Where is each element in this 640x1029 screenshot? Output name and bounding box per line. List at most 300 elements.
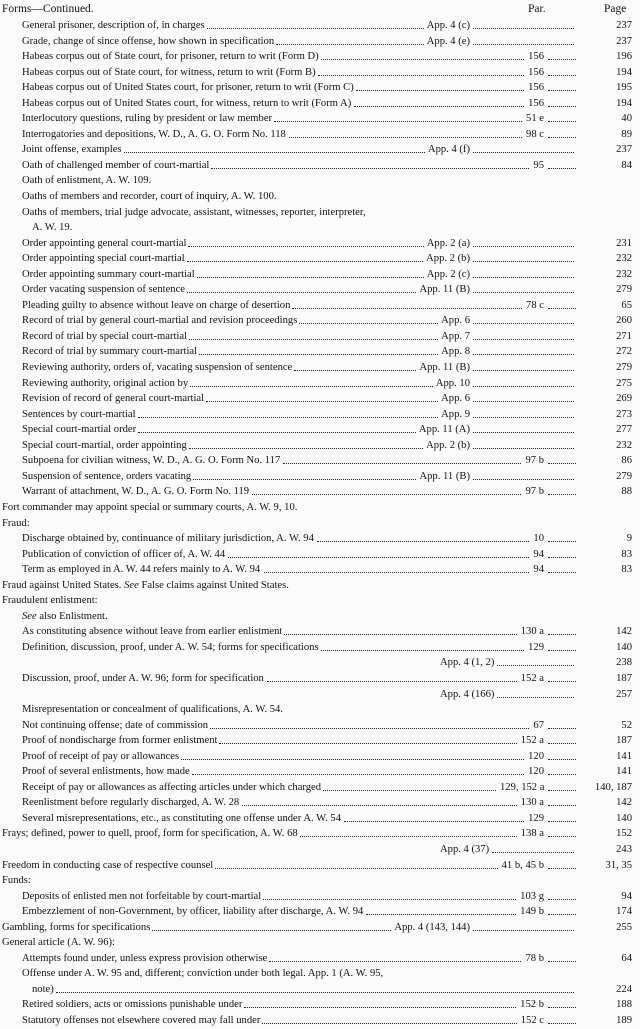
index-entry <box>0 376 640 392</box>
entry-text: Retired soldiers, acts or omissions punishable under <box>22 999 243 1011</box>
index-entry <box>0 547 640 563</box>
entry-text: Attempts found under, unless express provision otherwise <box>22 952 268 964</box>
dot-leader <box>548 121 576 122</box>
dot-leader <box>548 650 576 651</box>
index-entry <box>0 18 640 34</box>
entry-text: Deposits of enlisted men not forfeitable by court-martial <box>22 890 262 902</box>
dot-leader <box>473 930 574 931</box>
index-entry <box>0 982 640 998</box>
page-ref: 187 <box>616 672 632 684</box>
paragraph-ref: 152 a <box>520 672 544 684</box>
index-entry <box>0 344 640 360</box>
entry-text: Oaths of members, trial judge advocate, assistant, witnesses, reporter, interpreter, <box>22 206 366 218</box>
dot-leader <box>473 354 574 355</box>
paragraph-ref: 129 <box>528 641 544 653</box>
dot-leader <box>548 836 576 837</box>
page-ref: 83 <box>621 548 632 560</box>
index-entry <box>0 858 640 874</box>
entry-text: Gambling, forms for specifications <box>2 921 151 933</box>
index-entry <box>0 49 640 65</box>
entry-text: Record of trial by special court-martial <box>22 330 188 342</box>
dot-leader <box>274 121 522 122</box>
index-entry <box>0 687 640 703</box>
index-entry <box>0 951 640 967</box>
entry-text: Several misrepresentations, etc., as constituting one offense under A. W. 54 <box>22 812 342 824</box>
entry-text: Habeas corpus out of United States court, for witness, return to writ (Form A) <box>22 97 352 109</box>
page-ref: 65 <box>621 299 632 311</box>
dot-leader <box>548 821 576 822</box>
dot-leader <box>548 790 576 791</box>
entry-text: General article (A. W. 96): <box>2 937 115 949</box>
dot-leader <box>207 28 424 29</box>
index-entry <box>0 453 640 469</box>
page-ref: 140 <box>616 812 632 824</box>
entry-text: Interlocutory questions, ruling by president or law member <box>22 113 273 125</box>
dot-leader <box>473 152 574 153</box>
page-ref: 277 <box>616 424 632 436</box>
entry-text: Fraud against United States. See False claims against United States. <box>2 579 289 591</box>
entry-text: Reenlistment before regularly discharged, A. W. 28 <box>22 797 240 809</box>
page-ref: 89 <box>621 128 632 140</box>
dot-leader <box>188 246 423 247</box>
page-ref: 140, 187 <box>594 781 632 793</box>
paragraph-ref: 138 a <box>520 828 544 840</box>
dot-leader <box>548 463 576 464</box>
paragraph-ref: 51 e <box>526 113 544 125</box>
dot-leader <box>138 432 416 433</box>
dot-leader <box>548 914 576 915</box>
appendix-ref: App. 11 (A) <box>418 424 470 436</box>
entry-text: Habeas corpus out of State court, for witness, return to writ (Form B) <box>22 66 316 78</box>
page-ref: 86 <box>621 455 632 467</box>
index-entry <box>0 173 640 189</box>
dot-leader <box>473 261 574 262</box>
entry-text: Subpoena for civilian witness, W. D., A. G. O. Form No. 117 <box>22 455 281 467</box>
entry-text: Receipt of pay or allowances as affecting articles under which charged <box>22 781 322 793</box>
page-ref: 189 <box>616 1015 632 1026</box>
entry-text: Revision of record of general court-martial <box>22 393 205 405</box>
entry-text: Habeas corpus out of United States court, for prisoner, return to writ (Form C) <box>22 82 354 94</box>
index-entry <box>0 298 640 314</box>
dot-leader <box>473 44 574 45</box>
dot-leader <box>497 697 574 698</box>
paragraph-ref: 41 b, 45 b <box>501 859 544 871</box>
page-ref: 237 <box>616 20 632 31</box>
index-entry <box>0 531 640 547</box>
appendix-ref: App. 4 (143, 144) <box>394 921 470 933</box>
paragraph-ref: 78 c <box>526 299 544 311</box>
dot-leader <box>548 90 576 91</box>
paragraph-ref: 94 <box>533 564 544 576</box>
index-entry <box>0 733 640 749</box>
dot-leader <box>124 152 425 153</box>
dot-leader <box>354 106 524 107</box>
entry-text: Order appointing general court-martial <box>22 237 187 249</box>
paragraph-ref: 156 <box>528 97 544 109</box>
dot-leader <box>473 339 574 340</box>
dot-leader <box>289 137 522 138</box>
appendix-ref: App. 9 <box>441 408 470 420</box>
page-ref: 232 <box>616 253 632 265</box>
page-ref: 187 <box>616 735 632 747</box>
appendix-ref: App. 2 (a) <box>426 237 470 249</box>
dot-leader <box>548 1007 576 1008</box>
appendix-ref: App. 6 <box>441 393 470 405</box>
page-ref: 40 <box>621 113 632 125</box>
index-entry <box>0 702 640 718</box>
entry-text: Term as employed in A. W. 44 refers mainly to A. W. 94 <box>22 564 261 576</box>
page-ref: 275 <box>616 377 632 389</box>
dot-leader <box>264 572 530 573</box>
index-entry <box>0 329 640 345</box>
dot-leader <box>197 277 424 278</box>
dot-leader <box>548 728 576 729</box>
entry-text: See also Enlistment. <box>22 610 108 622</box>
index-entry <box>0 966 640 982</box>
index-entry <box>0 80 640 96</box>
paragraph-ref: 97 b <box>525 486 544 498</box>
dot-leader <box>548 961 576 962</box>
page-ref: 279 <box>616 470 632 482</box>
dot-leader <box>262 1023 516 1024</box>
entry-text: Reviewing authority, original action by <box>22 377 189 389</box>
index-entry <box>0 780 640 796</box>
dot-leader <box>548 759 576 760</box>
dot-leader <box>321 59 524 60</box>
entry-text: Oath of enlistment, A. W. 109. <box>22 175 152 187</box>
paragraph-ref: 94 <box>533 548 544 560</box>
appendix-ref: App. 7 <box>441 330 470 342</box>
section-heading: Forms—Continued. <box>2 3 94 15</box>
dot-leader <box>269 961 521 962</box>
dot-leader <box>548 899 576 900</box>
index-entry <box>0 516 640 532</box>
index-entry <box>0 1013 640 1029</box>
dot-leader <box>473 277 574 278</box>
page-ref: 237 <box>616 144 632 156</box>
entry-text: Order vacating suspension of sentence <box>22 284 185 296</box>
dot-leader <box>181 759 524 760</box>
entry-text: Special court-martial, order appointing <box>22 439 187 451</box>
page-ref: 224 <box>616 983 632 995</box>
dot-leader <box>548 59 576 60</box>
index-entry <box>0 236 640 252</box>
entry-text: Statutory offenses not elsewhere covered may fall under <box>22 1015 261 1026</box>
paragraph-ref: 120 <box>528 750 544 762</box>
dot-leader <box>263 899 516 900</box>
dot-leader <box>473 370 574 371</box>
entry-text: A. W. 19. <box>32 222 73 234</box>
paragraph-ref: 152 a <box>520 735 544 747</box>
index-entry <box>0 609 640 625</box>
index-entry <box>0 422 640 438</box>
dot-leader <box>276 44 424 45</box>
paragraph-ref: 95 <box>533 159 544 171</box>
page-ref: 88 <box>621 486 632 498</box>
entry-text: note) <box>32 983 54 995</box>
dot-leader <box>187 292 417 293</box>
appendix-ref: App. 4 (37) <box>440 843 490 855</box>
entry-text: As constituting absence without leave from earlier enlistment <box>22 626 283 638</box>
entry-text: Publication of conviction of officer of, A. W. 44 <box>22 548 226 560</box>
paragraph-ref: 129 <box>528 812 544 824</box>
dot-leader <box>244 1007 516 1008</box>
dot-leader <box>548 541 576 542</box>
dot-leader <box>356 90 524 91</box>
entry-text: Embezzlement of non-Government, by officer, liability after discharge, A. W. 94 <box>22 906 364 918</box>
index-entry <box>0 220 640 236</box>
page-ref: 140 <box>616 641 632 653</box>
dot-leader <box>211 168 529 169</box>
index-entry <box>0 111 640 127</box>
page-ref: 260 <box>616 315 632 327</box>
index-entry <box>0 640 640 656</box>
dot-leader <box>283 463 521 464</box>
page-ref: 232 <box>616 439 632 451</box>
index-entry <box>0 438 640 454</box>
index-entry <box>0 34 640 50</box>
entry-text: Fraudulent enlistment: <box>2 595 98 607</box>
dot-leader <box>473 292 574 293</box>
paragraph-ref: 156 <box>528 66 544 78</box>
index-entry <box>0 624 640 640</box>
appendix-ref: App. 4 (1, 2) <box>440 657 495 669</box>
appendix-ref: App. 8 <box>441 346 470 358</box>
page-ref: 257 <box>616 688 632 700</box>
dot-leader <box>199 354 438 355</box>
index-entry <box>0 391 640 407</box>
entry-text: Reviewing authority, orders of, vacating suspension of sentence <box>22 362 293 374</box>
entry-text: Interrogatories and depositions, W. D., A. G. O. Form No. 118 <box>22 128 286 140</box>
entry-text: Funds: <box>2 875 31 887</box>
dot-leader <box>548 106 576 107</box>
dot-leader <box>473 417 574 418</box>
entry-text: Proof of several enlistments, how made <box>22 766 190 778</box>
dot-leader <box>473 479 574 480</box>
dot-leader <box>219 743 516 744</box>
dot-leader <box>56 992 574 993</box>
par-column-label: Par. <box>528 3 546 15</box>
appendix-ref: App. 4 (f) <box>427 144 470 156</box>
entry-text: Order appointing special court-martial <box>22 253 185 265</box>
page-ref: 255 <box>616 921 632 933</box>
entry-text: Warrant of attachment, W. D., A. G. O. Form No. 119 <box>22 486 250 498</box>
page-ref: 231 <box>616 237 632 249</box>
entry-text: Discharge obtained by, continuance of military jurisdiction, A. W. 94 <box>22 533 314 545</box>
dot-leader <box>548 75 576 76</box>
index-entry <box>0 96 640 112</box>
page-ref: 9 <box>626 533 632 545</box>
paragraph-ref: 10 <box>533 533 544 545</box>
entry-text: Record of trial by summary court-martial <box>22 346 198 358</box>
dot-leader <box>138 417 439 418</box>
dot-leader <box>344 821 524 822</box>
paragraph-ref: 120 <box>528 766 544 778</box>
dot-leader <box>473 323 574 324</box>
dot-leader <box>242 805 517 806</box>
paragraph-ref: 97 b <box>525 455 544 467</box>
entry-text: Not continuing offense; date of commission <box>22 719 209 731</box>
dot-leader <box>492 852 574 853</box>
dot-leader <box>193 479 416 480</box>
index-entry <box>0 127 640 143</box>
entry-text: Pleading guilty to absence without leave on charge of desertion <box>22 299 291 311</box>
entry-text: Habeas corpus out of State court, for prisoner, return to writ (Form D) <box>22 51 319 63</box>
page-column-label: Page <box>604 3 627 15</box>
appendix-ref: App. 11 (B) <box>419 362 470 374</box>
paragraph-ref: 103 g <box>520 890 544 902</box>
dot-leader <box>548 308 576 309</box>
index-entry <box>0 718 640 734</box>
dot-leader <box>473 401 574 402</box>
paragraph-ref: 149 b <box>520 906 544 918</box>
paragraph-ref: 130 a <box>520 797 544 809</box>
index-entry <box>0 671 640 687</box>
dot-leader <box>548 1023 576 1024</box>
entry-text: Oaths of members and recorder, court of inquiry, A. W. 100. <box>22 191 277 203</box>
entry-text: Proof of receipt of pay or allowances <box>22 750 180 762</box>
dot-leader <box>192 774 524 775</box>
page-ref: 271 <box>616 330 632 342</box>
entry-text: Record of trial by general court-martial and revision proceedings <box>22 315 298 327</box>
entry-text: General prisoner, description of, in charges <box>22 20 205 31</box>
dot-leader <box>548 494 576 495</box>
entry-text: Grade, change of since offense, how shown in specification <box>22 35 275 47</box>
index-entry <box>0 764 640 780</box>
dot-leader <box>473 432 574 433</box>
dot-leader <box>300 836 516 837</box>
index-entry <box>0 842 640 858</box>
index-entry <box>0 407 640 423</box>
dot-leader <box>548 572 576 573</box>
dot-leader <box>210 728 529 729</box>
page-ref: 279 <box>616 362 632 374</box>
page-ref: 279 <box>616 284 632 296</box>
index-entry <box>0 935 640 951</box>
index-entry <box>0 205 640 221</box>
dot-leader <box>321 650 524 651</box>
dot-leader <box>473 246 574 247</box>
appendix-ref: App. 4 (166) <box>440 688 495 700</box>
dot-leader <box>152 930 391 931</box>
index-entry <box>0 920 640 936</box>
page-ref: 94 <box>621 890 632 902</box>
paragraph-ref: 156 <box>528 82 544 94</box>
dot-leader <box>548 137 576 138</box>
index-entry <box>0 811 640 827</box>
page-ref: 188 <box>616 999 632 1011</box>
appendix-ref: App. 2 (c) <box>426 268 470 280</box>
entry-text: Order appointing summary court-martial <box>22 268 195 280</box>
index-header <box>0 0 640 16</box>
page-ref: 196 <box>616 51 632 63</box>
dot-leader <box>299 323 438 324</box>
appendix-ref: App. 10 <box>435 377 470 389</box>
dot-leader <box>548 681 576 682</box>
index-entry <box>0 189 640 205</box>
page-ref: 141 <box>616 750 632 762</box>
entry-text: Offense under A. W. 95 and, different; conviction under both legal. App. 1 (A. W. 95, <box>22 968 384 980</box>
dot-leader <box>548 774 576 775</box>
index-entries <box>0 18 640 1029</box>
index-entry <box>0 65 640 81</box>
paragraph-ref: 152 c <box>520 1015 544 1026</box>
index-entry <box>0 562 640 578</box>
index-entry <box>0 282 640 298</box>
appendix-ref: App. 2 (b) <box>426 439 470 451</box>
dot-leader <box>548 743 576 744</box>
page-ref: 141 <box>616 766 632 778</box>
index-entry <box>0 484 640 500</box>
page-ref: 273 <box>616 408 632 420</box>
index-entry <box>0 267 640 283</box>
dot-leader <box>189 339 438 340</box>
index-entry <box>0 889 640 905</box>
dot-leader <box>548 634 576 635</box>
entry-text: Fraud: <box>2 517 30 529</box>
page-ref: 272 <box>616 346 632 358</box>
paragraph-ref: 67 <box>533 719 544 731</box>
page-ref: 142 <box>616 626 632 638</box>
dot-leader <box>189 448 423 449</box>
index-entry <box>0 500 640 516</box>
paragraph-ref: 98 c <box>526 128 544 140</box>
paragraph-ref: 129, 152 a <box>500 781 545 793</box>
dot-leader <box>267 681 517 682</box>
paragraph-ref: 156 <box>528 51 544 63</box>
appendix-ref: App. 6 <box>441 315 470 327</box>
index-entry <box>0 873 640 889</box>
entry-text: Suspension of sentence, orders vacating <box>22 470 192 482</box>
dot-leader <box>292 308 522 309</box>
appendix-ref: App. 11 (B) <box>419 284 470 296</box>
page-ref: 52 <box>621 719 632 731</box>
dot-leader <box>190 386 433 387</box>
page-ref: 64 <box>621 952 632 964</box>
entry-text: Discussion, proof, under A. W. 96; form for specification <box>22 672 264 684</box>
dot-leader <box>215 868 497 869</box>
dot-leader <box>228 557 530 558</box>
dot-leader <box>473 28 574 29</box>
dot-leader <box>317 541 530 542</box>
page-ref: 243 <box>616 843 632 855</box>
page-ref: 237 <box>616 35 632 47</box>
entry-text: Fort commander may appoint special or summary courts, A. W. 9, 10. <box>2 501 298 513</box>
index-entry <box>0 578 640 594</box>
index-entry <box>0 251 640 267</box>
dot-leader <box>366 914 516 915</box>
paragraph-ref: 152 b <box>520 999 544 1011</box>
index-entry <box>0 904 640 920</box>
appendix-ref: App. 4 (c) <box>426 20 470 31</box>
dot-leader <box>497 665 574 666</box>
page-ref: 152 <box>616 828 632 840</box>
entry-text: Misrepresentation or concealment of qualifications, A. W. 54. <box>22 704 283 716</box>
page-ref: 238 <box>616 657 632 669</box>
index-entry <box>0 593 640 609</box>
entry-text: Special court-martial order <box>22 424 137 436</box>
appendix-ref: App. 11 (B) <box>419 470 470 482</box>
dot-leader <box>187 261 423 262</box>
dot-leader <box>473 386 574 387</box>
appendix-ref: App. 4 (e) <box>426 35 470 47</box>
dot-leader <box>206 401 438 402</box>
index-entry <box>0 795 640 811</box>
index-entry <box>0 655 640 671</box>
page-ref: 174 <box>616 906 632 918</box>
page-ref: 84 <box>621 159 632 171</box>
page-ref: 83 <box>621 564 632 576</box>
